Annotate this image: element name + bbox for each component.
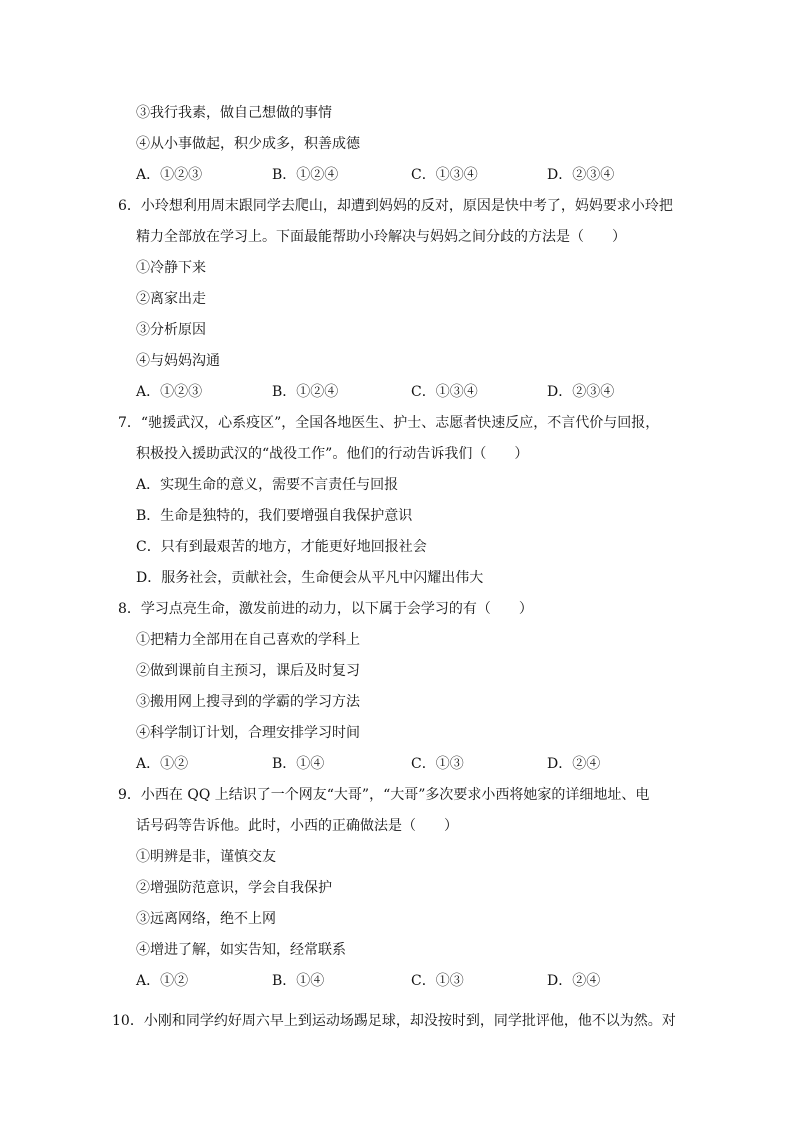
q9-stem-line-2: 话号码等告诉他。此时，小西的正确做法是（ ）	[136, 818, 458, 834]
q9-item-1: ①明辨是非，谨慎交友	[136, 849, 276, 865]
q10-stem-line-1: 10．小刚和同学约好周六早上到运动场踢足球，却没按时到，同学批评他，他不以为然。对	[112, 1013, 676, 1029]
q5-item-3: ③我行我素，做自己想做的事情	[136, 105, 332, 121]
q9-option-d: D．②④	[547, 973, 601, 989]
q7-choice-b: B．生命是独特的，我们要增强自我保护意识	[136, 508, 413, 524]
q6-item-2: ②离家出走	[136, 291, 206, 307]
q8-item-4: ④科学制订计划，合理安排学习时间	[136, 725, 360, 741]
q6-stem-line-1: 6．小玲想利用周末跟同学去爬山，却遭到妈妈的反对，原因是快中考了，妈妈要求小玲把	[118, 198, 673, 214]
q7-choice-c: C．只有到最艰苦的地方，才能更好地回报社会	[136, 539, 427, 555]
q8-option-a: A．①②	[136, 756, 189, 772]
q5-option-d: D．②③④	[547, 167, 615, 183]
q8-option-c: C．①③	[411, 756, 464, 772]
q6-item-3: ③分析原因	[136, 322, 206, 338]
q7-choice-d: D．服务社会，贡献社会，生命便会从平凡中闪耀出伟大	[136, 570, 484, 586]
q9-item-3: ③远离网络，绝不上网	[136, 911, 276, 927]
q5-item-4: ④从小事做起，积少成多，积善成德	[136, 136, 360, 152]
q6-option-a: A．①②③	[136, 384, 203, 400]
q8-item-1: ①把精力全部用在自己喜欢的学科上	[136, 632, 360, 648]
q6-option-d: D．②③④	[547, 384, 615, 400]
q5-option-b: B．①②④	[272, 167, 339, 183]
q9-option-b: B．①④	[272, 973, 325, 989]
q6-item-4: ④与妈妈沟通	[136, 353, 220, 369]
q7-stem-line-1: 7．“驰援武汉，心系疫区”，全国各地医生、护士、志愿者快速反应，不言代价与回报，	[118, 415, 660, 431]
q8-option-b: B．①④	[272, 756, 325, 772]
q8-item-2: ②做到课前自主预习，课后及时复习	[136, 663, 360, 679]
q9-item-2: ②增强防范意识，学会自我保护	[136, 880, 332, 896]
q9-item-4: ④增进了解，如实告知，经常联系	[136, 942, 346, 958]
q9-option-c: C．①③	[411, 973, 464, 989]
q6-item-1: ①冷静下来	[136, 260, 206, 276]
q6-option-b: B．①②④	[272, 384, 339, 400]
q9-stem-line-1: 9．小西在 QQ 上结识了一个网友“大哥”，“大哥”多次要求小西将她家的详细地址、电	[118, 787, 650, 803]
q8-item-3: ③搬用网上搜寻到的学霸的学习方法	[136, 694, 360, 710]
q7-choice-a: A．实现生命的意义，需要不言责任与回报	[136, 477, 399, 493]
q6-stem-line-2: 精力全部放在学习上。下面最能帮助小玲解决与妈妈之间分歧的方法是（ ）	[136, 229, 626, 245]
q8-stem-line-1: 8．学习点亮生命，激发前进的动力，以下属于会学习的有（ ）	[118, 601, 533, 617]
q5-option-c: C．①③④	[411, 167, 478, 183]
q7-stem-line-2: 积极投入援助武汉的“战役工作”。他们的行动告诉我们（ ）	[136, 446, 529, 462]
q9-option-a: A．①②	[136, 973, 189, 989]
q6-option-c: C．①③④	[411, 384, 478, 400]
q5-option-a: A．①②③	[136, 167, 203, 183]
q8-option-d: D．②④	[547, 756, 601, 772]
